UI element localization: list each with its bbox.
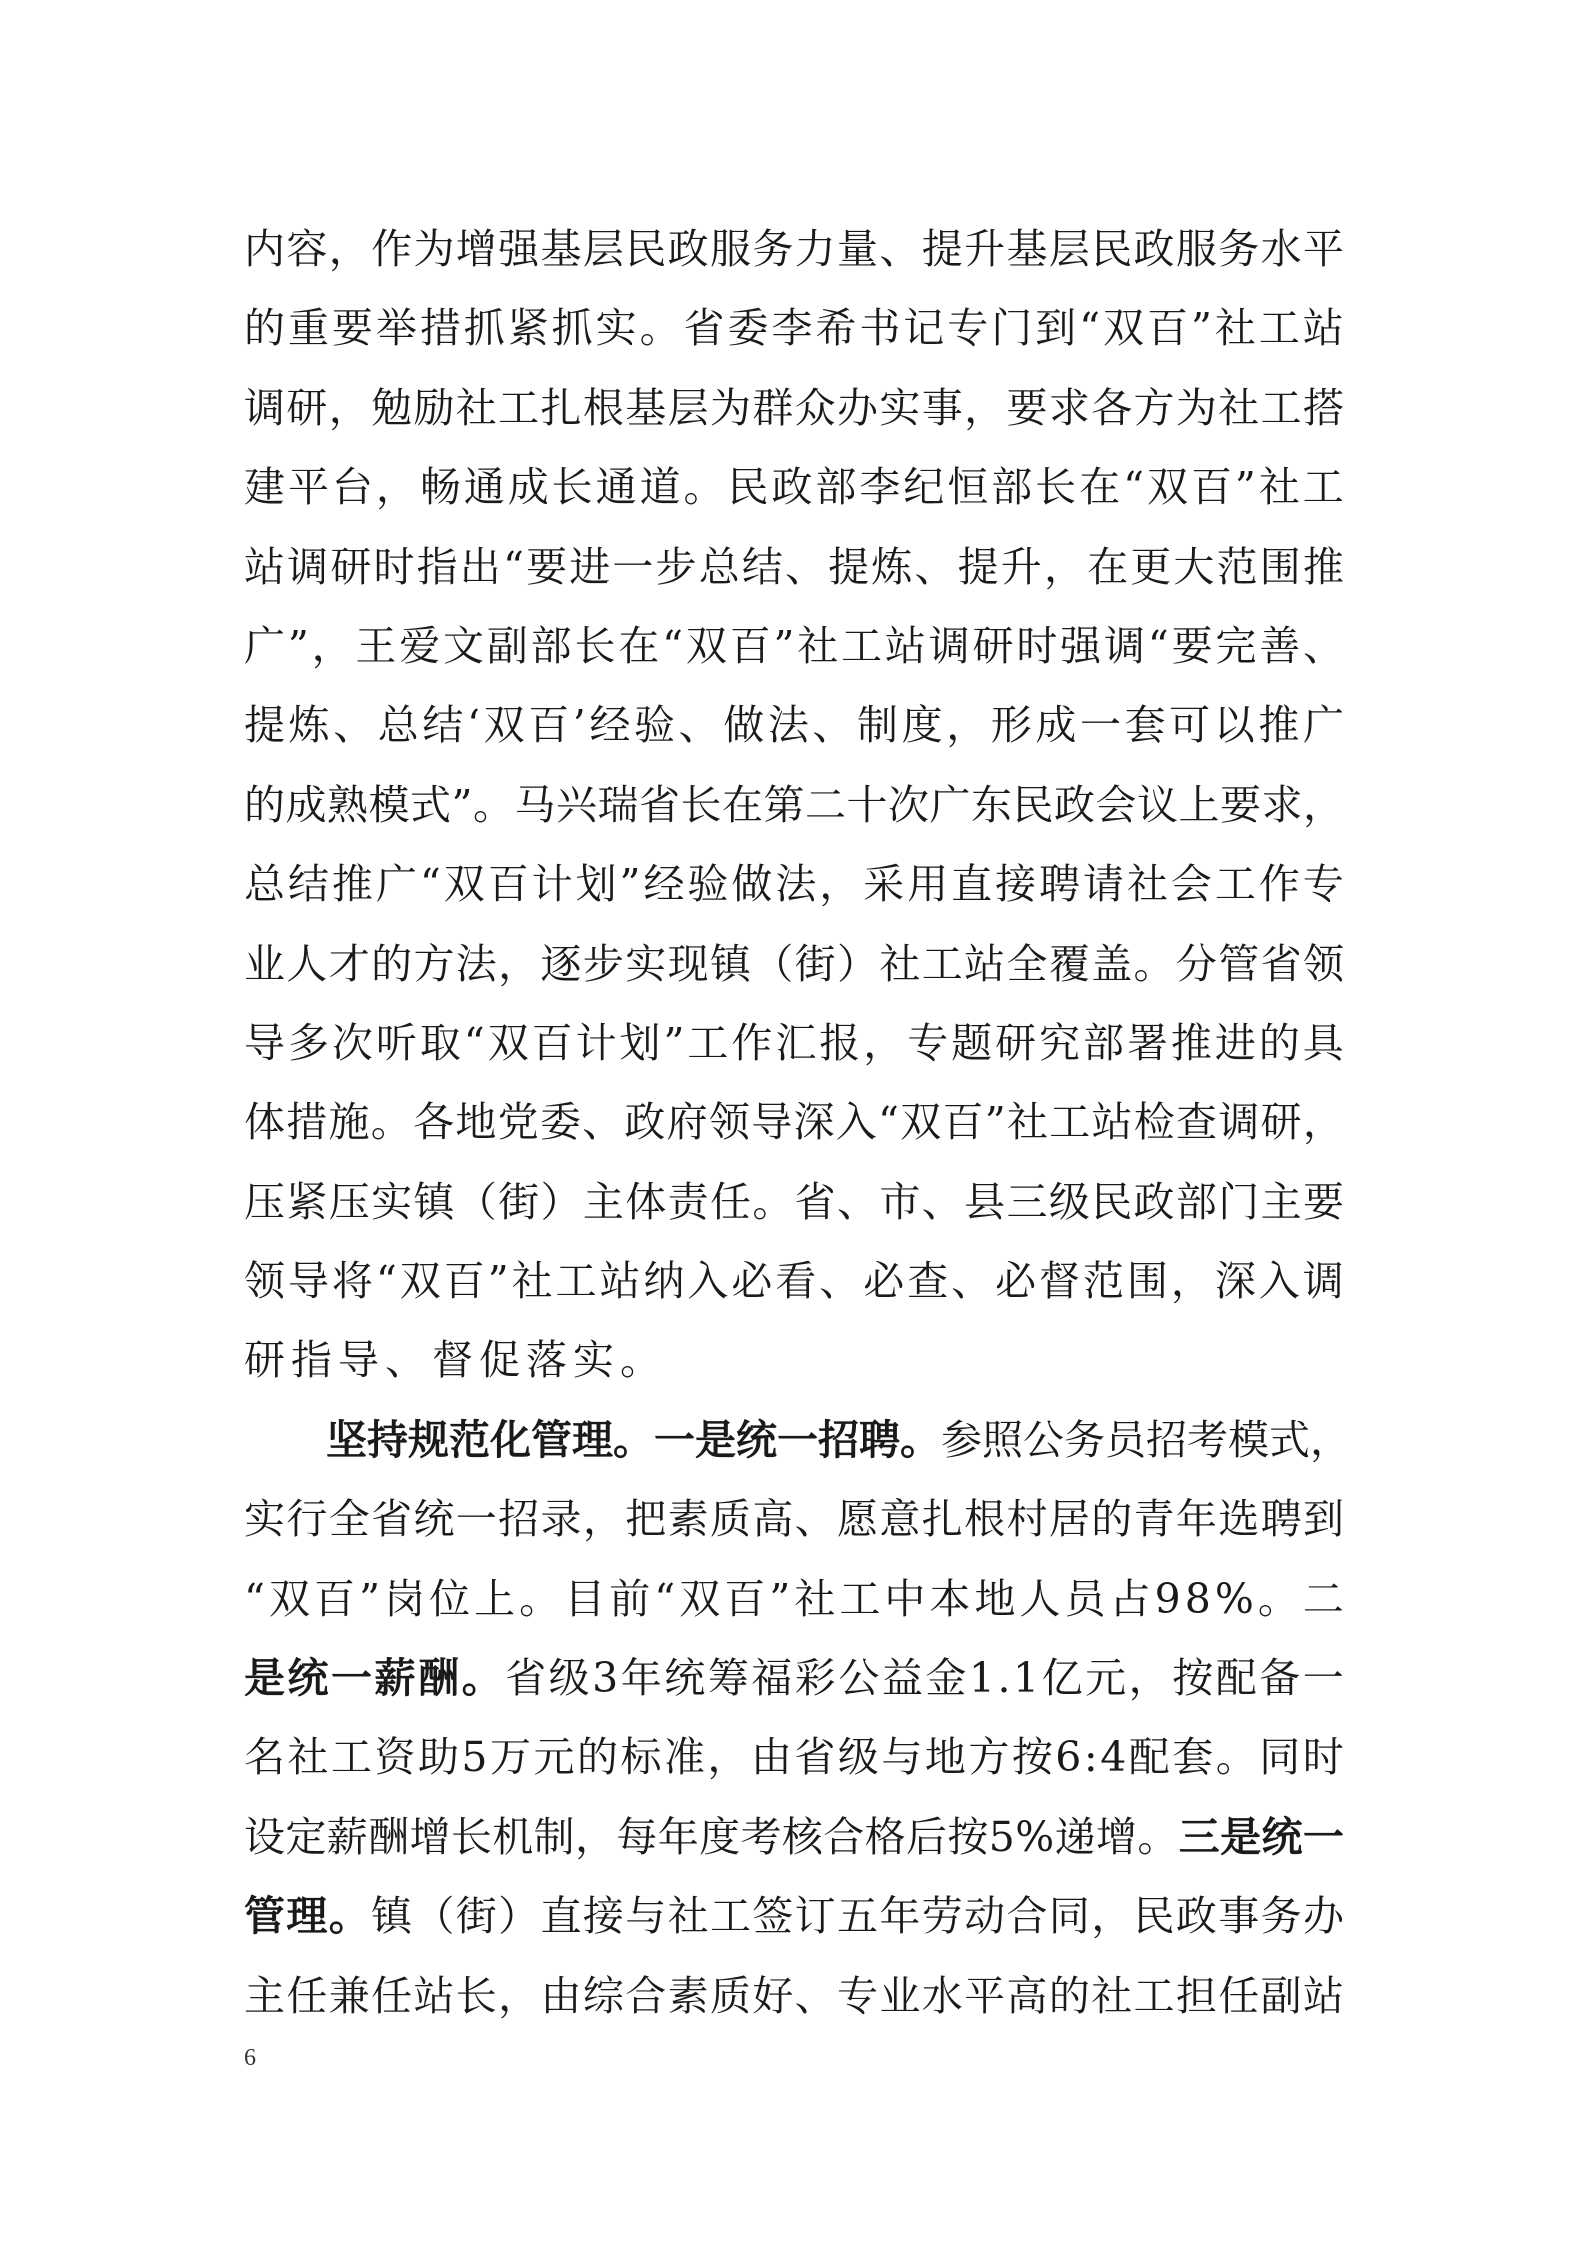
text-line: 内 容 ， 作 为 增 强 基 层 民 政 服 务 力 量 、 提 升 基 层 民 政 服 务 水 平 bbox=[244, 225, 1344, 273]
text-line: 站 调 研 时 指 出 “ 要 进 一 步 总 结 、 提 炼 、 提 升 ， 在 更 大 范 围 推 bbox=[244, 542, 1344, 591]
text-line: 导 多 次 听 取 “ 双 百 计 划 ” 工 作 汇 报 ， 专 题 研 究 部 署 推 进 的 具 bbox=[244, 1018, 1344, 1067]
text-line: 领 导 将 “ 双 百 ” 社 工 站 纳 入 必 看 、 必 查 、 必 督 范 围 ， 深 入 调 bbox=[244, 1257, 1344, 1306]
text-line: 是 统 一 薪 酬 。 省 级 3 年 统 筹 福 彩 公 益 金 1 . 1 亿 元 ， 按 配 备 一 bbox=[244, 1654, 1344, 1703]
text-line: 压 紧 压 实 镇 （ 街 ） 主 体 责 任 。 省 、 市 、 县 三 级 民 政 部 门 主 要 bbox=[244, 1177, 1344, 1226]
page-number: 6 bbox=[244, 2045, 256, 2071]
text-line: 坚 持 规 范 化 管 理 。 一 是 统 一 招 聘 。 参 照 公 务 员 招 考 模 式 ， bbox=[326, 1415, 1351, 1464]
text-line: 调 研 ， 勉 励 社 工 扎 根 基 层 为 群 众 办 实 事 ， 要 求 各 方 为 社 工 搭 bbox=[244, 383, 1344, 432]
text-line: 广 ” ， 王 爱 文 副 部 长 在 “ 双 百 ” 社 工 站 调 研 时 强 调 “ 要 完 善 、 bbox=[244, 621, 1344, 670]
text-line: 设 定 薪 酬 增 长 机 制 ， 每 年 度 考 核 合 格 后 按 5 % 递 增 。 三 是 统 一 bbox=[244, 1812, 1344, 1861]
text-line: 管 理 。 镇 （ 街 ） 直 接 与 社 工 签 订 五 年 劳 动 合 同 ， 民 政 事 务 办 bbox=[244, 1892, 1344, 1941]
text-line: 提 炼 、 总 结 ‘ 双 百 ’ 经 验 、 做 法 、 制 度 ， 形 成 一 套 可 以 推 广 bbox=[244, 701, 1344, 750]
body-text bbox=[244, 210, 1351, 2036]
text-line: 主 任 兼 任 站 长 ， 由 综 合 素 质 好 、 专 业 水 平 高 的 社 工 担 任 副 站 bbox=[244, 1971, 1344, 2020]
text-line: 体 措 施 。 各 地 党 委 、 政 府 领 导 深 入 “ 双 百 ” 社 工 站 检 查 调 研 ， bbox=[244, 1098, 1344, 1147]
text-line: 建 平 台 ， 畅 通 成 长 通 道 。 民 政 部 李 纪 恒 部 长 在 “ 双 百 ” 社 工 bbox=[244, 463, 1344, 512]
text-line: 研 指 导 、 督 促 落 实 。 bbox=[244, 1336, 667, 1385]
text-line: 的 重 要 举 措 抓 紧 抓 实 。 省 委 李 希 书 记 专 门 到 “ 双 百 ” 社 工 站 bbox=[244, 304, 1344, 353]
text-line: 实 行 全 省 统 一 招 录 ， 把 素 质 高 、 愿 意 扎 根 村 居 的 青 年 选 聘 到 bbox=[244, 1495, 1344, 1544]
text-line: 的 成 熟 模 式 ” 。 马 兴 瑞 省 长 在 第 二 十 次 广 东 民 政 会 议 上 要 求 ， bbox=[244, 780, 1344, 829]
text-line: 名 社 工 资 助 5 万 元 的 标 准 ， 由 省 级 与 地 方 按 6 : 4 配 套 。 同 时 bbox=[244, 1733, 1344, 1782]
text-line: “ 双 百 ” 岗 位 上 。 目 前 “ 双 百 ” 社 工 中 本 地 人 员 占 9 8 % 。 二 bbox=[244, 1574, 1344, 1623]
text-line: 业 人 才 的 方 法 ， 逐 步 实 现 镇 （ 街 ） 社 工 站 全 覆 盖 。 分 管 省 领 bbox=[244, 939, 1344, 988]
text-line: 总 结 推 广 “ 双 百 计 划 ” 经 验 做 法 ， 采 用 直 接 聘 请 社 会 工 作 专 bbox=[244, 860, 1344, 909]
